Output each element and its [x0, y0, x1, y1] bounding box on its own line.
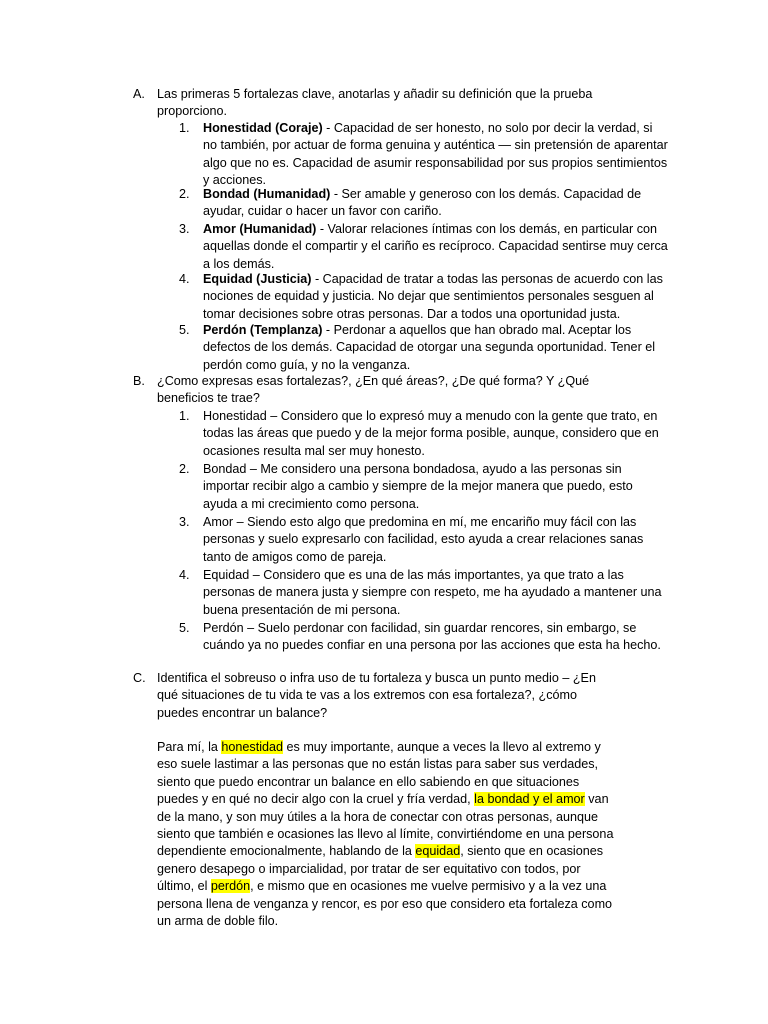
paragraph-text: , e mismo que en ocasiones me vuelve permisivo y a la vez una persona llena de venganza y rencor, es por eso que considero eta fortaleza como un arma de doble filo. — [157, 879, 613, 929]
item-term: Amor (Humanidad) — [203, 222, 317, 236]
item-text — [203, 322, 668, 374]
item-number: 2. — [179, 462, 190, 476]
section-b-question: ¿Como expresas esas fortalezas?, ¿En qué áreas?, ¿De qué forma? Y ¿Qué beneficios te trae? — [157, 374, 590, 406]
item-number: 3. — [179, 222, 190, 236]
paragraph-text: , siento que en ocasiones genero desapego o imparcialidad, por tratar de ser equitativo con todos, por último, el — [157, 844, 604, 894]
item-definition: - Capacidad de tratar a todas las personas de acuerdo con las nociones de equidad y justicia. No dejar que sentimientos personales sesguen al tomar decisiones sobre otras personas. Dar a todos una oportunidad justa. — [203, 272, 663, 321]
item-text — [203, 120, 668, 190]
item-definition: - Ser amable y generoso con los demás. Capacidad de ayudar, cuidar o hacer un favor con cariño. — [203, 187, 642, 219]
item-text — [203, 186, 668, 221]
item-text: Perdón – Suelo perdonar con facilidad, sin guardar rencores, sin embargo, se cuándo ya no puedes confiar en una persona por las acciones que esta ha hecho. — [203, 621, 661, 653]
item-term: Perdón (Templanza) — [203, 323, 323, 337]
item-text: Bondad – Me considero una persona bondadosa, ayudo a las personas sin importar recibir algo a cambio y siempre de la mejor manera que puedo, esto ayuda a mi crecimiento como persona. — [203, 462, 633, 511]
item-definition: - Valorar relaciones íntimas con los demás, en particular con aquellas donde el compartir y el cariño es recíproco. Capacidad sentirse muy cerca a los demás. — [203, 222, 668, 271]
item-text: Honestidad – Considero que lo expresó muy a menudo con la gente que trato, en todas las áreas que puedo y de la mejor forma posible, aunque, considero que en ocasiones resulta mal ser muy honesto. — [203, 409, 659, 458]
item-number: 5. — [179, 621, 190, 635]
highlight-bondad-amor: la bondad y el amor — [474, 792, 585, 807]
item-number: 1. — [179, 121, 190, 135]
item-text: Equidad – Considero que es una de las más importantes, ya que trato a las personas de manera justa y siempre con respeto, me ha ayudado a mantener una buena presentación de mi persona. — [203, 568, 662, 617]
item-number: 3. — [179, 515, 190, 529]
item-number: 2. — [179, 187, 190, 201]
highlight-honestidad: honestidad — [221, 740, 284, 754]
item-term: Bondad (Humanidad) — [203, 187, 331, 201]
item-definition: - Perdonar a aquellos que han obrado mal. Aceptar los defectos de los demás. Capacidad de otorgar una segunda oportunidad. Tener el perdón como guía, y no la venganza. — [203, 323, 656, 372]
section-b-letter: B. — [133, 374, 145, 388]
paragraph-text: Para mí, la — [157, 740, 222, 754]
item-term: Honestidad (Coraje) — [203, 121, 323, 135]
section-c-letter: C. — [133, 671, 146, 685]
item-text: Amor – Siendo esto algo que predomina en mí, me encariño muy fácil con las personas y suelo expresarlo con facilidad, esto ayuda a crear relaciones sanas tanto de amigos como de pareja. — [203, 515, 644, 564]
item-number: 4. — [179, 272, 190, 286]
item-number: 1. — [179, 409, 190, 423]
section-a-question: Las primeras 5 fortalezas clave, anotarlas y añadir su definición que la prueba proporciono. — [157, 87, 593, 119]
item-text — [203, 221, 668, 273]
item-number: 4. — [179, 568, 190, 582]
paragraph-text: van de la mano, y son muy útiles a la hora de conectar con otras personas, aunque siento que también e ocasiones las llevo al límite, convirtiéndome en una persona dependiente emocionalmente, hablando de la — [157, 792, 614, 859]
item-number: 5. — [179, 323, 190, 337]
item-term: Equidad (Justicia) — [203, 272, 312, 286]
section-a-letter: A. — [133, 87, 145, 101]
item-definition: - Capacidad de ser honesto, no solo por decir la verdad, si no también, por actuar de forma genuina y auténtica — sin pretensión de aparentar algo que no es. Capacidad de asumir responsabilidad por sus propios sentimientos y acciones. — [203, 121, 668, 188]
highlight-perdon: perdón — [210, 879, 251, 894]
answer-paragraph — [157, 739, 619, 930]
highlight-equidad: equidad — [415, 844, 461, 859]
item-text — [203, 271, 668, 323]
section-c-question: Identifica el sobreuso o infra uso de tu fortaleza y busca un punto medio – ¿En qué situaciones de tu vida te vas a los extremos con esa fortaleza?, ¿cómo puedes encontrar un balance? — [157, 671, 596, 720]
paragraph-text: es muy importante, aunque a veces la llevo al extremo y eso suele lastimar a las personas que no están listas para saber sus verdades, siento que puedo encontrar un balance en ello sabiendo en que situaciones puedes y en qué no decir algo con la cruel y fría verdad, — [157, 740, 601, 807]
